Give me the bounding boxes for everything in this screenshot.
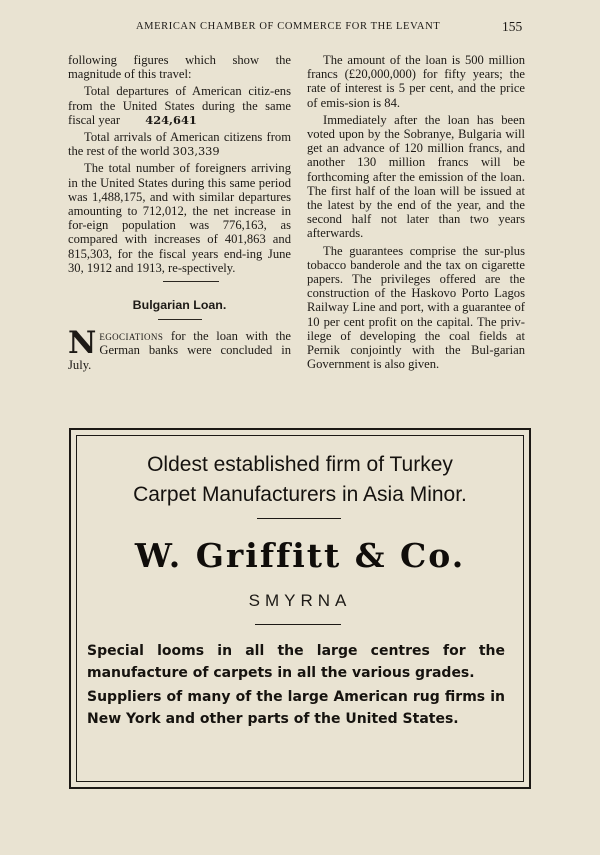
advertisement-box (69, 428, 531, 789)
ad-headline-line2: Carpet Manufacturers in Asia Minor. (133, 483, 467, 506)
firm-name: W. Griffitt & Co. (134, 536, 466, 575)
ad-body (87, 641, 505, 733)
left-column (68, 53, 291, 375)
paragraph-guarantees: The guarantees comprise the sur-plus tobacco banderole and the tax on cigarette papers. The privileges offered are the construction of the Haskovo Porto Lagos Railway Line and port, with a guarantee of 10 per cent profit on the capital. The priv-ilege of developing the coal fields at Pernik conjointly with the Bul-garian Government is also given. (307, 243, 525, 372)
paragraph-travel-intro: following figures which show the magnitude of this travel: (68, 53, 291, 82)
page-number: 155 (502, 19, 523, 34)
paragraph-loan-advance: Immediately after the loan has been voted upon by the Sobranye, Bulgaria will get an advance of 120 million francs, and another 130 million francs will be forthcoming after the emission of the loan. The first half of the loan will be issued at the latest by the end of the year, and the second half not later than two years afterwards. (307, 112, 525, 241)
running-title: AMERICAN CHAMBER OF COMMERCE FOR THE LEVANT (136, 21, 441, 32)
ad-body-suppliers: Suppliers of many of the large American rug firms in New York and other parts of the United States. (87, 689, 505, 727)
drop-cap: N (68, 325, 97, 362)
arrivals-value: 303,339 (172, 144, 220, 159)
negotiations-text: for the loan with the German banks were concluded in July. (68, 329, 292, 372)
heading-underline (158, 319, 202, 320)
paragraph-arrivals (68, 130, 291, 158)
departures-label: Total departures of American citiz-ens from the United States during the same fiscal year (68, 84, 291, 127)
ad-headline (71, 450, 529, 510)
ad-rule-top (257, 518, 341, 519)
section-divider (163, 281, 219, 282)
ad-rule-middle (255, 624, 341, 625)
paragraph-foreigners: The total number of foreigners arriving in the United States during this same period was 1,488,175, and with similar departures amounting to 712,012, the net increase in for-eign population was 776,163, as compared with increases of 401,863 and 815,303, for the fiscal years end-ing June 30, 1912 and 1913, re-spectively. (68, 161, 291, 275)
paragraph-negotiations (68, 325, 292, 372)
running-head (0, 21, 600, 37)
paragraph-departures (68, 84, 291, 127)
ad-headline-line1: Oldest established firm of Turkey (147, 453, 453, 476)
firm-city: SMYRNA (248, 591, 352, 610)
departures-value: 424,641 (145, 112, 197, 127)
right-column (307, 53, 525, 374)
small-caps-word: egociations (99, 329, 164, 344)
paragraph-loan-amount: The amount of the loan is 500 million francs (£20,000,000) for fifty years; the rate of interest is 5 per cent, and the price of emis-sion is 84. (307, 53, 525, 110)
section-heading: Bulgarian Loan. (132, 298, 227, 313)
ad-body-looms: Special looms in all the large centres for the manufacture of carpets in all the various grades. (87, 643, 505, 681)
arrivals-label: Total arrivals of American citizens from the rest of the world (68, 130, 291, 159)
